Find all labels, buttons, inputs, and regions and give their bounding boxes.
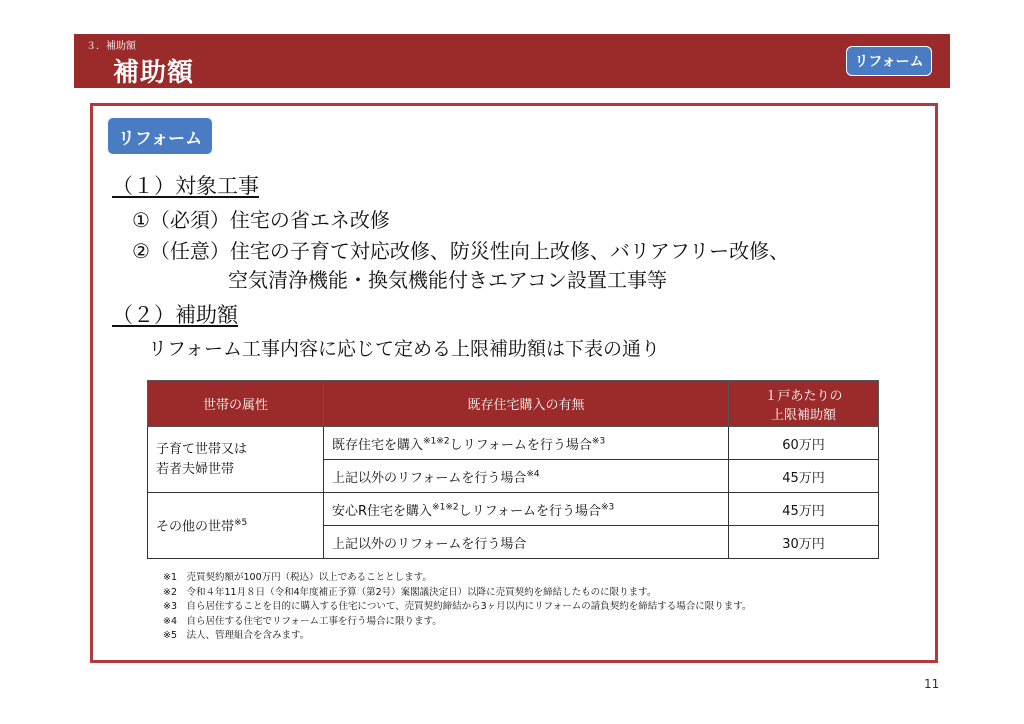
- note-ref: ※1※2: [432, 502, 459, 513]
- cell-condition: [324, 460, 729, 493]
- content-category-badge: リフォーム: [107, 117, 213, 155]
- note-ref: ※4: [526, 469, 540, 480]
- header-purchase: 既存住宅購入の有無: [324, 381, 729, 427]
- household-line1: その他の世帯: [156, 519, 235, 535]
- footnote: ※2 令和４年11月８日（令和4年度補正予算（第2号）案閣議決定日）以降に売買契約を締結したものに限ります。: [163, 586, 657, 598]
- footnotes: [163, 571, 751, 644]
- page-title: 補助額: [113, 58, 195, 88]
- condition-text: 上記以外のリフォームを行う場合: [332, 470, 527, 486]
- table-row: [148, 427, 879, 460]
- header-household: 世帯の属性: [148, 381, 324, 427]
- category-badge: リフォーム: [846, 46, 932, 76]
- cell-condition: [324, 526, 729, 559]
- subsidy-description: リフォーム工事内容に応じて定める上限補助額は下表の通り: [148, 338, 661, 360]
- section-label: ３．補助額: [86, 41, 136, 52]
- condition-text: 上記以外のリフォームを行う場合: [332, 536, 527, 552]
- cell-amount: 60万円: [729, 427, 879, 460]
- household-line2: 若者夫婦世帯: [156, 461, 235, 477]
- footnote: ※3 自ら居住することを目的に購入する住宅について、売買契約締結から3ヶ月以内にリフォームの請負契約を締結する場合に限ります。: [163, 601, 752, 612]
- header-amount: [729, 381, 879, 427]
- cell-condition: [324, 493, 729, 526]
- condition-text: 安心R住宅を購入: [332, 503, 433, 519]
- cell-amount: 45万円: [729, 493, 879, 526]
- header-bar: [74, 34, 950, 88]
- note-ref: ※5: [234, 518, 248, 529]
- note-ref: ※3: [591, 436, 606, 447]
- cell-amount: 30万円: [729, 526, 879, 559]
- header-amount-line1: １戸あたりの: [764, 388, 843, 404]
- cell-household-youth: [148, 427, 324, 493]
- header-amount-line2: 上限補助額: [770, 407, 836, 423]
- condition-text: しリフォームを行う場合: [458, 503, 601, 519]
- section-heading-target-work: （１）対象工事: [112, 174, 259, 198]
- footnote: ※5 法人、管理組合を含みます。: [163, 630, 310, 641]
- section-heading-subsidy-amount: （２）補助額: [112, 303, 238, 327]
- condition-text: 既存住宅を購入: [332, 437, 424, 453]
- footnote: ※1 売買契約額が100万円（税込）以上であることとします。: [163, 572, 432, 583]
- cell-household-other: [148, 493, 324, 559]
- cell-condition: [324, 427, 729, 460]
- subsidy-table: [147, 380, 879, 559]
- household-line1: 子育て世帯又は: [156, 441, 248, 457]
- condition-text: しリフォームを行う場合: [449, 437, 592, 453]
- optional-item: ②（任意）住宅の子育て対応改修、防災性向上改修、バリアフリー改修、: [132, 239, 790, 263]
- note-ref: ※3: [600, 502, 615, 513]
- table-header-row: [148, 381, 879, 427]
- footnote: ※4 自ら居住する住宅でリフォーム工事を行う場合に限ります。: [163, 615, 442, 627]
- page-number: 11: [924, 677, 940, 691]
- optional-item-continued: 空気清浄機能・換気機能付きエアコン設置工事等: [228, 268, 667, 292]
- required-item: ①（必須）住宅の省エネ改修: [132, 208, 390, 232]
- note-ref: ※1※2: [423, 436, 450, 447]
- table-row: [148, 493, 879, 526]
- cell-amount: 45万円: [729, 460, 879, 493]
